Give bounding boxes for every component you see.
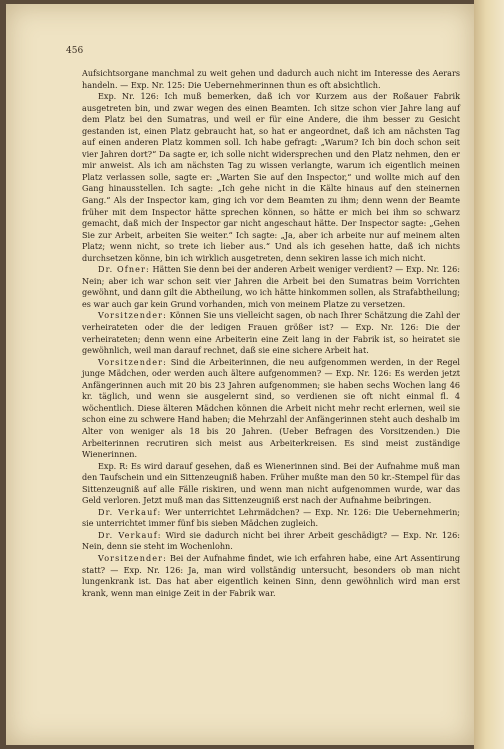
paragraph (82, 461, 460, 507)
page-body (82, 68, 460, 599)
paragraph-text: Exp. Nr. 126: Ich muß bemerken, daß ich vor Kurzem aus der Roßauer Fabrik ausgetreten bin, und zwar wegen des einen Beamten. Ich sitze schon vier Jahre lang auf dem Platz bei den Sumatras, und weil er für eine Andere, die ihm besser zu Gesicht gestanden ist, einen Platz gebraucht hat, so hat er angeordnet, daß ich am nächsten Tag auf einen anderen Platz kommen soll. Ich habe gefragt: „Warum? Ich bin doch schon seit vier Jahren dort?“ Da sagte er, ich solle nicht widersprechen und den Platz nehmen, den er mir anweist. Als ich am nächsten Tag zu wissen verlangte, warum ich eigentlich meinen Platz verlassen solle, sagte er: „Warten Sie auf den Inspector,“ und wollte mich auf den Gang hinausstellen. Ich sagte: „Ich gehe nicht in die Kälte hinaus auf den steinernen Gang.“ Als der Inspector kam, ging ich vor dem Beamten zu ihm; denn wenn der Beamte früher mit dem Inspector hätte sprechen können, so hätte er mich bei ihm so schwarz gemacht, daß mich der Inspector gar nicht angeschaut hätte. Der Inspector sagte: „Gehen Sie zur Arbeit, arbeiten Sie weiter.“ Ich sagte: „Ja, aber ich arbeite nur auf meinem alten Platz; wenn nicht, so trete ich lieber aus.“ Und als ich gesehen hatte, daß ich nichts durchsetzen könne, bin ich wirklich ausgetreten, denn sekiren lasse ich mich nicht. (82, 91, 460, 263)
paragraph (82, 357, 460, 461)
paragraph-text: Sind die Arbeiterinnen, die neu aufgenommen werden, in der Regel junge Mädchen, oder werden auch ältere aufgenommen? — Exp. Nr. 126: Es werden jetzt Anfängerinnen auch mit 20 bis 23 Jahren aufgenommen; sie haben sechs Wochen lang 46 kr. täglich, und wenn sie ausgelernt sind, so verdienen sie oft nicht einmal fl. 4 wöchentlich. Diese älteren Mädchen können die Arbeit nicht mehr recht erlernen, weil sie schon eine zu schwere Hand haben; die Mehrzahl der Anfängerinnen steht auch deshalb im Alter von weniger als 18 bis 20 Jahren. (Ueber Befragen des Vorsitzenden.) Die Arbeiterinnen recrutiren sich meist aus Arbeiterkreisen. Es sind meist zuständige Wienerinnen. (82, 356, 460, 460)
paragraph-text: Bei der Aufnahme findet, wie ich erfahren habe, eine Art Assentirung statt? — Exp. Nr. 126: Ja, man wird vollständig untersucht, besonders ob man nicht lungenkrank ist. Das hat aber eigentlich keinen Sinn, denn gewöhnlich wird man erst krank, wenn man einige Zeit in der Fabrik war. (82, 552, 460, 598)
paragraph (82, 310, 460, 356)
speaker: Vorsitzender: (98, 310, 167, 321)
speaker: Dr. Verkauf: (98, 529, 162, 540)
paragraph-text: Hätten Sie denn bei der anderen Arbeit weniger verdient? — Exp. Nr. 126: Nein; aber ich war schon seit vier Jahren die Arbeit bei den Sumatras beim Vorrichten gewöhnt, und dann gilt die Abtheilung, wo ich hätte hinkommen sollen, als Strafabtheilung; es war auch gar kein Grund vorhanden, mich von meinem Platze zu versetzen. (82, 264, 461, 309)
page-number: 456 (66, 46, 84, 56)
paragraph (82, 530, 460, 553)
paragraph (82, 507, 460, 530)
paragraph (82, 68, 460, 91)
speaker: Vorsitzender: (98, 356, 167, 367)
paragraph-text: Können Sie uns vielleicht sagen, ob nach Ihrer Schätzung die Zahl der verheirateten oder die der ledigen Frauen größer ist? — Exp. Nr. 126: Die der verheirateten; denn wenn eine Arbeiterin eine Zeit lang in der Fabrik ist, so heiratet sie gewöhnlich, weil man darauf rechnet, daß sie eine sichere Arbeit hat. (82, 310, 460, 356)
paragraph-text: Exp. R: Es wird darauf gesehen, daß es Wienerinnen sind. Bei der Aufnahme muß man den Taufschein und ein Sittenzeugniß haben. Früher mußte man den 50 kr.-Stempel für das Sittenzeugniß auf alle Fälle riskiren, und wenn man nicht aufgenommen wurde, war das Geld verloren. Jetzt muß man das Sittenzeugniß erst nach der Aufnahme beibringen. (82, 460, 460, 506)
speaker: Vorsitzender: (98, 552, 167, 563)
paragraph (82, 264, 460, 310)
page-edge (474, 0, 504, 749)
speaker: Dr. Ofner: (98, 264, 150, 275)
speaker: Dr. Verkauf: (98, 506, 162, 517)
paragraph (82, 553, 460, 599)
paragraph-text: Wird sie dadurch nicht bei ihrer Arbeit geschädigt? — Exp. Nr. 126: Nein, denn sie steht im Wochenlohn. (82, 529, 460, 552)
paragraph-text: Aufsichtsorgane manchmal zu weit gehen und dadurch auch nicht im Interesse des Aerars handeln. — Exp. Nr. 125: Die Uebernehmerinnen thun es oft absichtlich. (82, 68, 460, 90)
paragraph (82, 91, 460, 264)
paragraph-text: Wer unterrichtet Lehrmädchen? — Exp. Nr. 126: Die Uebernehmerin; sie unterrichtet immer fünf bis sieben Mädchen zugleich. (82, 506, 461, 529)
